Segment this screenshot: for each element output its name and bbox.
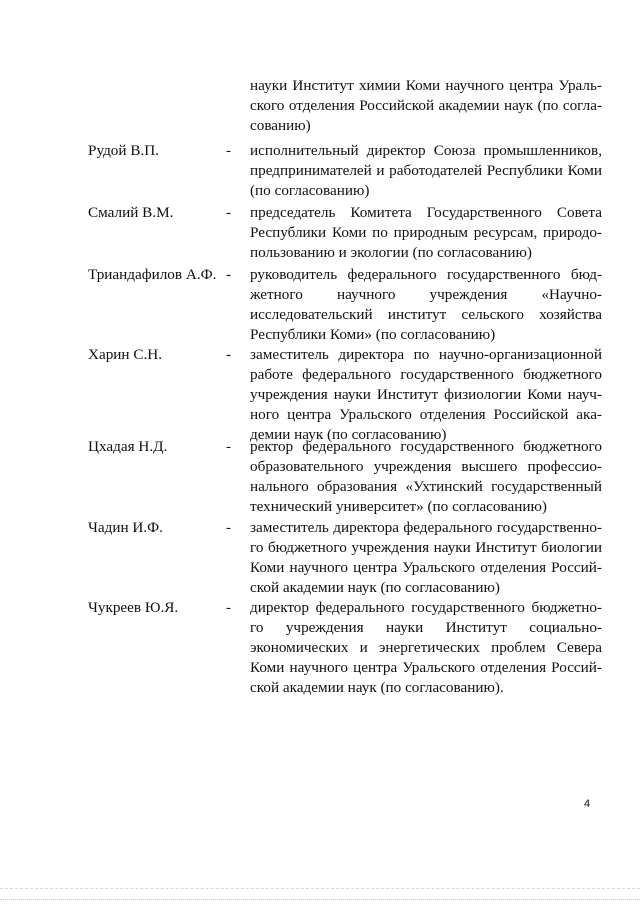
member-name: Триандафилов А.Ф. bbox=[88, 266, 217, 283]
entry-dash: - bbox=[226, 266, 232, 283]
desc-line: го учреждения науки Институт социально- bbox=[250, 619, 602, 636]
desc-line: науки Институт химии Коми научного центра Ураль- bbox=[250, 77, 602, 94]
member-description bbox=[250, 265, 602, 345]
desc-line: директор федерального государственного бюджетно- bbox=[250, 599, 602, 616]
desc-line: заместитель директора федерального государственно- bbox=[250, 519, 602, 536]
member-name: Цхадая Н.Д. bbox=[88, 438, 168, 455]
desc-line: пользованию и экологии (по согласованию) bbox=[250, 244, 532, 261]
desc-line: образовательного учреждения высшего профессио- bbox=[250, 458, 602, 475]
member-description bbox=[250, 141, 602, 201]
desc-line: сованию) bbox=[250, 117, 311, 134]
desc-line: Коми научного центра Уральского отделения Россий- bbox=[250, 559, 602, 576]
continuation-text bbox=[250, 76, 602, 136]
desc-line: жетного научного учреждения «Научно- bbox=[250, 286, 602, 303]
member-description bbox=[250, 203, 602, 263]
desc-line: демии наук (по согласованию) bbox=[250, 426, 447, 443]
desc-line: ного центра Уральского отделения Российской ака- bbox=[250, 406, 602, 423]
desc-line: предпринимателей и работодателей Республики Коми bbox=[250, 162, 602, 179]
member-name: Харин С.Н. bbox=[88, 346, 163, 363]
member-description bbox=[250, 598, 602, 698]
entry-dash: - bbox=[226, 204, 232, 221]
member-name: Рудой В.П. bbox=[88, 142, 160, 159]
member-description bbox=[250, 345, 602, 445]
member-description bbox=[250, 437, 602, 517]
desc-line: работе федерального государственного бюджетного bbox=[250, 366, 602, 383]
desc-line: экономических и энергетических проблем Севера bbox=[250, 639, 602, 656]
member-name: Смалий В.М. bbox=[88, 204, 174, 221]
member-description bbox=[250, 518, 602, 598]
member-name: Чадин И.Ф. bbox=[88, 519, 163, 536]
desc-line: заместитель директора по научно-организационной bbox=[250, 346, 602, 363]
desc-line: (по согласованию) bbox=[250, 182, 370, 199]
desc-line: ской академии наук (по согласованию) bbox=[250, 579, 500, 596]
entry-dash: - bbox=[226, 519, 232, 536]
page-number: 4 bbox=[584, 798, 591, 810]
desc-line: учреждения науки Институт физиологии Коми науч- bbox=[250, 386, 602, 403]
desc-line: ского отделения Российской академии наук (по согла- bbox=[250, 97, 602, 114]
scan-edge-line bbox=[0, 888, 640, 890]
desc-line: нального образования «Ухтинский государственный bbox=[250, 478, 602, 495]
entry-dash: - bbox=[226, 346, 232, 363]
desc-line: Республики Коми по природным ресурсам, природо- bbox=[250, 224, 602, 241]
member-name: Чукреев Ю.Я. bbox=[88, 599, 179, 616]
desc-line: ректор федерального государственного бюджетного bbox=[250, 438, 602, 455]
entry-dash: - bbox=[226, 142, 232, 159]
entry-dash: - bbox=[226, 599, 232, 616]
scan-edge-line bbox=[0, 899, 640, 901]
desc-line: го бюджетного учреждения науки Институт биологии bbox=[250, 539, 602, 556]
entry-dash: - bbox=[226, 438, 232, 455]
desc-line: исполнительный директор Союза промышленников, bbox=[250, 142, 602, 159]
desc-line: исследовательский институт сельского хозяйства bbox=[250, 306, 602, 323]
desc-line: руководитель федерального государственного бюд- bbox=[250, 266, 602, 283]
desc-line: ской академии наук (по согласованию). bbox=[250, 679, 504, 696]
desc-line: Республики Коми» (по согласованию) bbox=[250, 326, 496, 343]
desc-line: председатель Комитета Государственного Совета bbox=[250, 204, 602, 221]
desc-line: технический университет» (по согласованию) bbox=[250, 498, 547, 515]
desc-line: Коми научного центра Уральского отделения Россий- bbox=[250, 659, 602, 676]
